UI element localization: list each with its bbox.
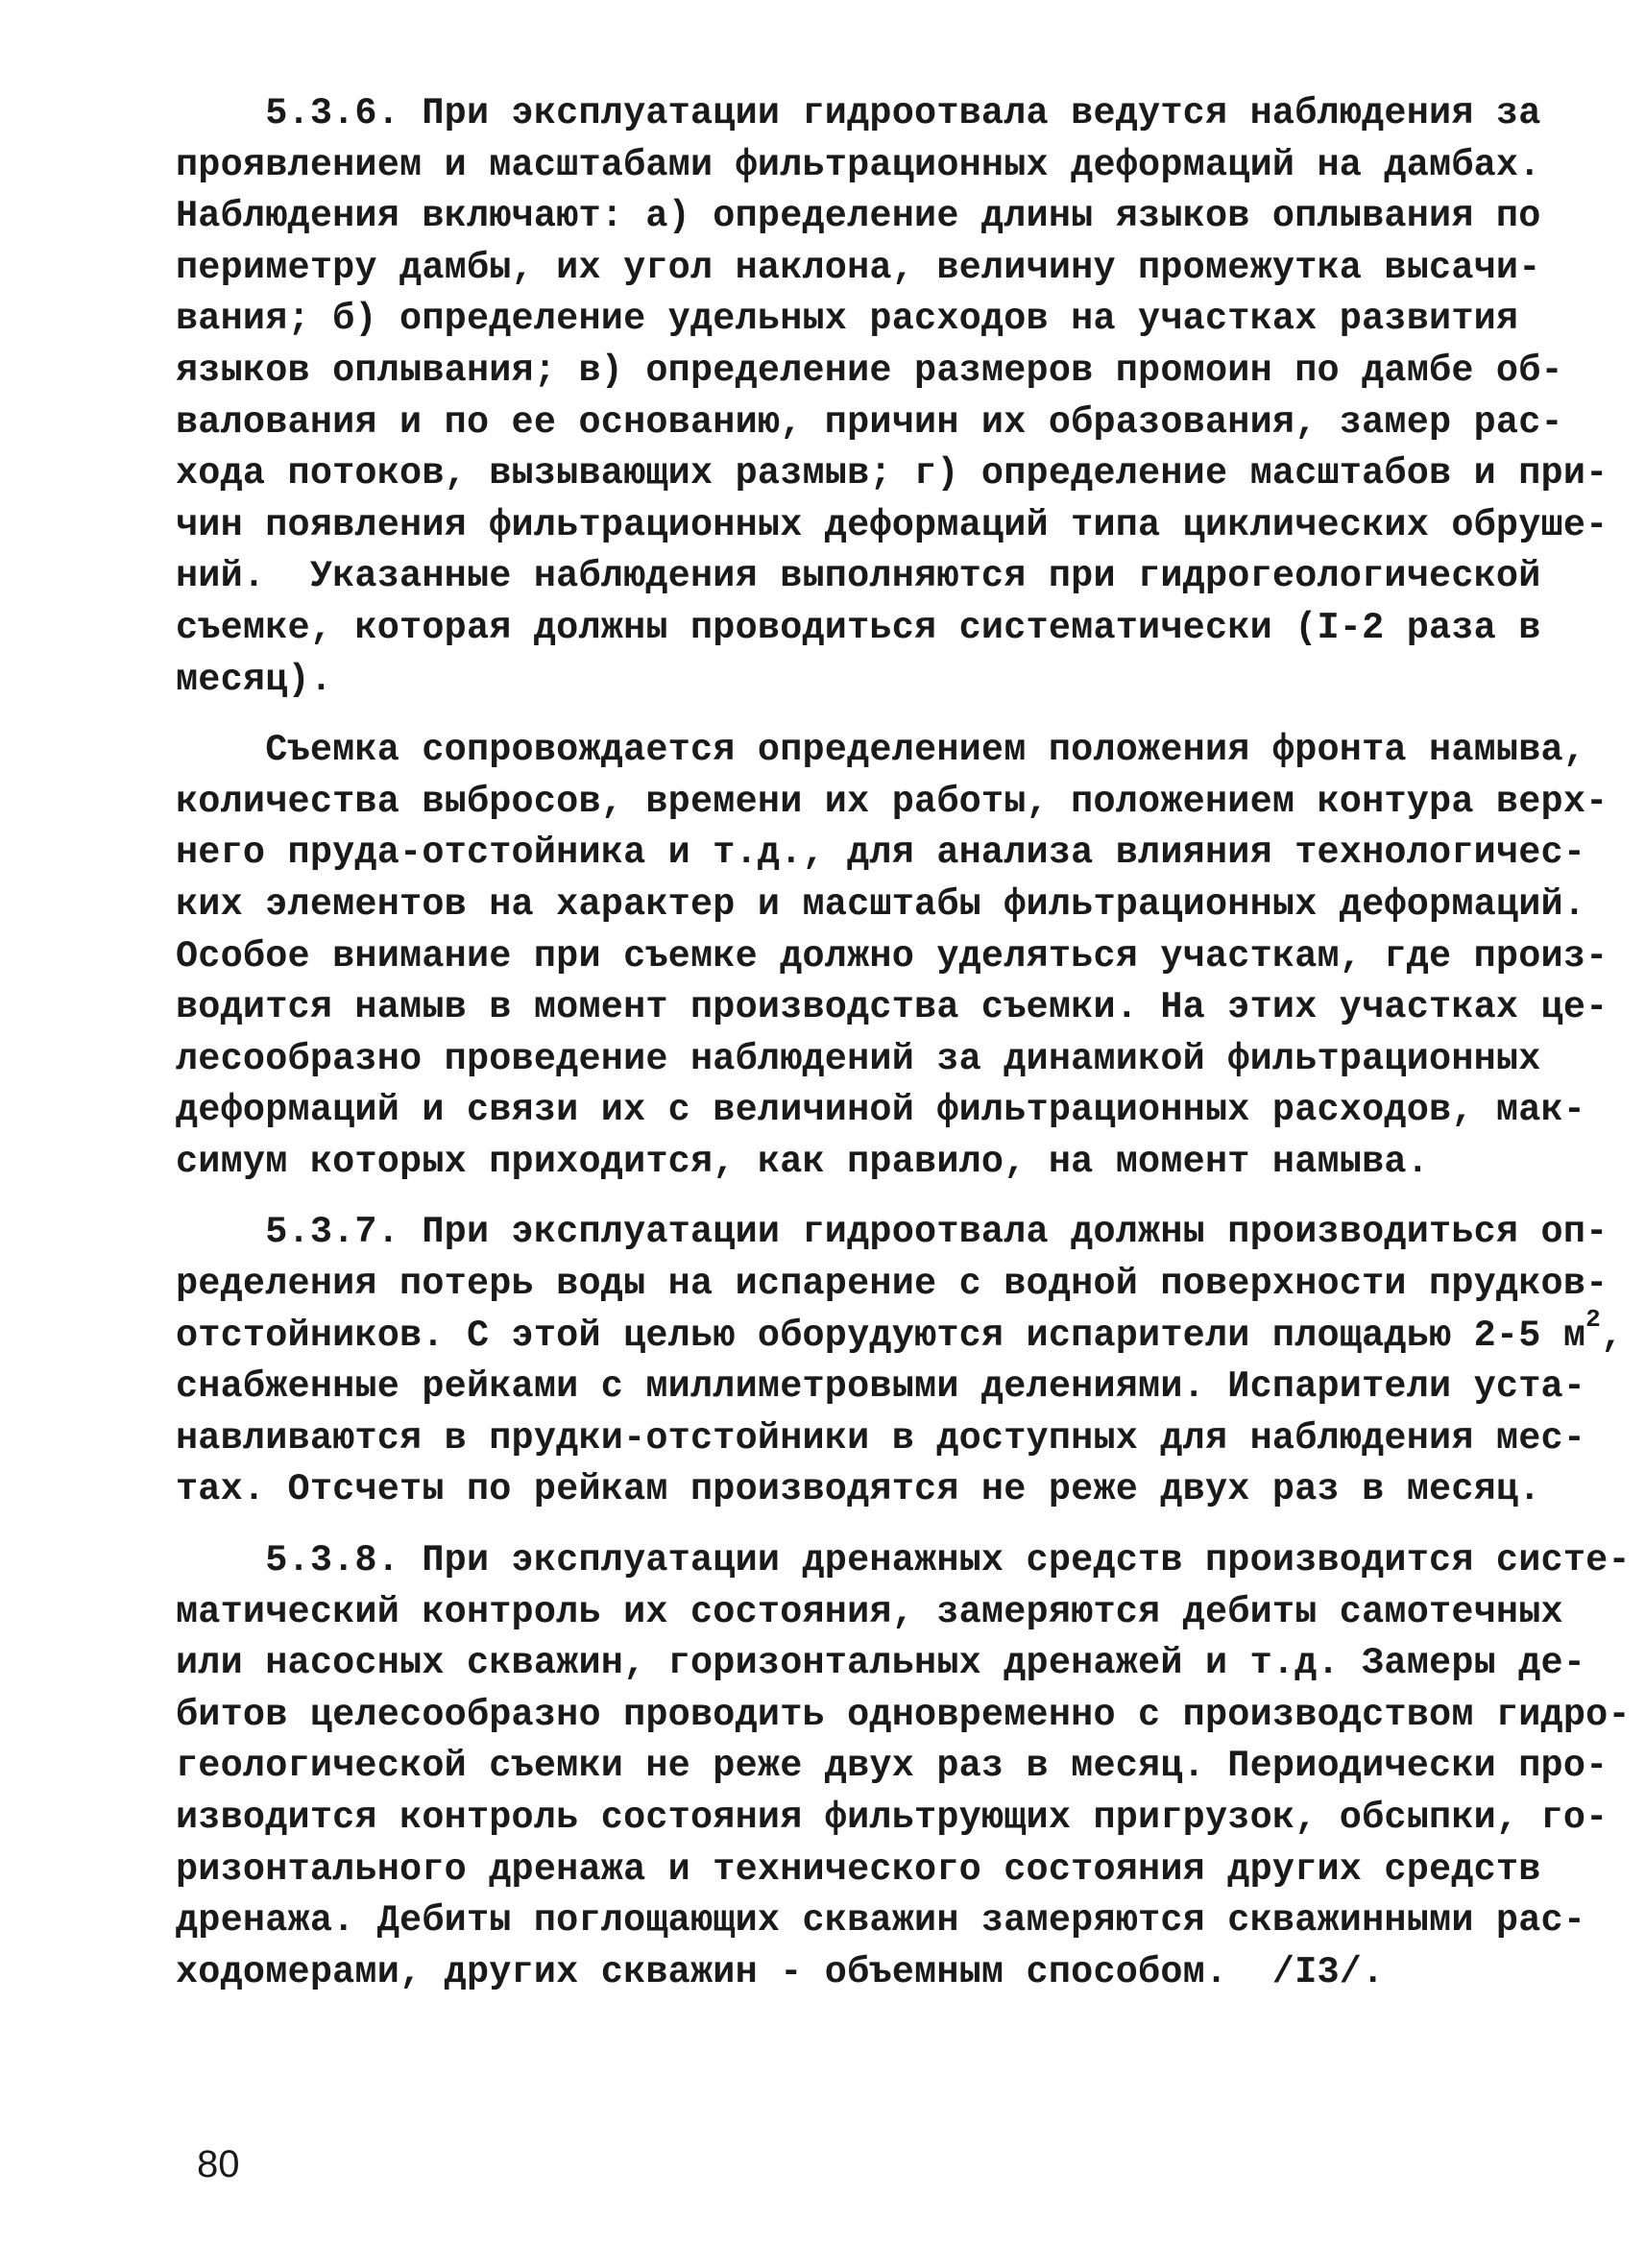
text-line: Съемка сопровождается определением положения фронта намыва, — [176, 729, 1586, 772]
text-line: Особое внимание при съемке должно уделяться участкам, где произ- — [176, 934, 1609, 977]
text-line: дренажа. Дебиты поглощающих скважин замеряются скважинными рас- — [176, 1899, 1586, 1942]
text-line: хода потоков, вызывающих размыв; г) определение масштабов и при- — [176, 452, 1609, 495]
superscript-exponent: 2 — [1585, 1304, 1601, 1334]
paragraph-5-3-7 — [176, 1207, 1624, 1516]
text-line: него пруда-отстойника и т.д., для анализа влияния технологичес- — [176, 832, 1586, 875]
paragraph-spacer — [176, 1188, 1539, 1207]
text-line: 5.3.8. При эксплуатации дренажных средств производится систе- — [176, 1539, 1631, 1582]
text-line: ходомерами, других скважин - объемным способом. /I3/. — [176, 1950, 1385, 1993]
text-line: геологической съемки не реже двух раз в месяц. Периодически про- — [176, 1745, 1609, 1788]
text-line — [176, 1304, 1624, 1363]
text-line: снабженные рейками с миллиметровыми делениями. Испарители уста- — [176, 1365, 1586, 1409]
text-line: навливаются в прудки-отстойники в доступных для наблюдения мес- — [176, 1416, 1586, 1460]
text-line: съемке, которая должны проводиться систематически (I-2 раза в — [176, 606, 1541, 649]
text-line: 5.3.6. При эксплуатации гидроотвала ведутся наблюдения за — [176, 92, 1541, 134]
text-line: периметру дамбы, их угол наклона, величину промежутка высачи- — [176, 246, 1541, 289]
text-line: деформаций и связи их с величиной фильтрационных расходов, мак- — [176, 1089, 1586, 1132]
text-line-main: отстойников. С этой целью оборудуются испарители площадью 2-5 м — [176, 1314, 1586, 1357]
text-line: проявлением и масштабами фильтрационных деформаций на дамбах. — [176, 143, 1541, 186]
paragraph-5-3-6 — [176, 88, 1609, 706]
text-line: изводится контроль состояния фильтрующих пригрузок, обсыпки, го- — [176, 1797, 1609, 1839]
paragraph-spacer — [176, 1516, 1539, 1535]
paragraph-spacer — [176, 706, 1539, 725]
text-line: Наблюдения включают: а) определение длины языков оплывания по — [176, 195, 1541, 238]
text-line: вания; б) определение удельных расходов на участках развития — [176, 298, 1519, 341]
text-line: количества выбросов, времени их работы, положением контура верх- — [176, 780, 1609, 823]
body-text — [176, 88, 1631, 1998]
page-number: 80 — [197, 2143, 240, 2185]
text-line: месяц). — [176, 658, 333, 701]
paragraph-5-3-8 — [176, 1535, 1631, 1998]
text-line: симум которых приходится, как правило, на момент намыва. — [176, 1140, 1430, 1183]
text-line: ределения потерь воды на испарение с водной поверхности прудков- — [176, 1263, 1609, 1306]
text-line: лесообразно проведение наблюдений за динамикой фильтрационных — [176, 1037, 1541, 1080]
text-line: или насосных скважин, горизонтальных дренажей и т.д. Замеры де- — [176, 1642, 1586, 1685]
text-line: битов целесообразно проводить одновременно с производством гидро- — [176, 1693, 1631, 1736]
text-line: ризонтального дренажа и технического состояния других средств — [176, 1847, 1541, 1891]
text-line: водится намыв в момент производства съемки. На этих участках це- — [176, 986, 1609, 1029]
text-line: ких элементов на характер и масштабы фильтрационных деформаций. — [176, 882, 1586, 926]
text-line: чин появления фильтрационных деформаций типа циклических обруше- — [176, 503, 1609, 546]
text-line: тах. Отсчеты по рейкам производятся не реже двух раз в месяц. — [176, 1468, 1541, 1511]
text-line: языков оплывания; в) определение размеров промоин по дамбе об- — [176, 349, 1563, 392]
text-line: 5.3.7. При эксплуатации гидроотвала должны производиться оп- — [176, 1211, 1609, 1254]
text-line: ний. Указанные наблюдения выполняются при гидрогеологической — [176, 555, 1541, 598]
text-line: матический контроль их состояния, замеряются дебиты самотечных — [176, 1590, 1563, 1633]
superscript-suffix: , — [1600, 1314, 1624, 1357]
paragraph-survey — [176, 725, 1609, 1188]
text-line: валования и по ее основанию, причин их образования, замер рас- — [176, 400, 1563, 444]
